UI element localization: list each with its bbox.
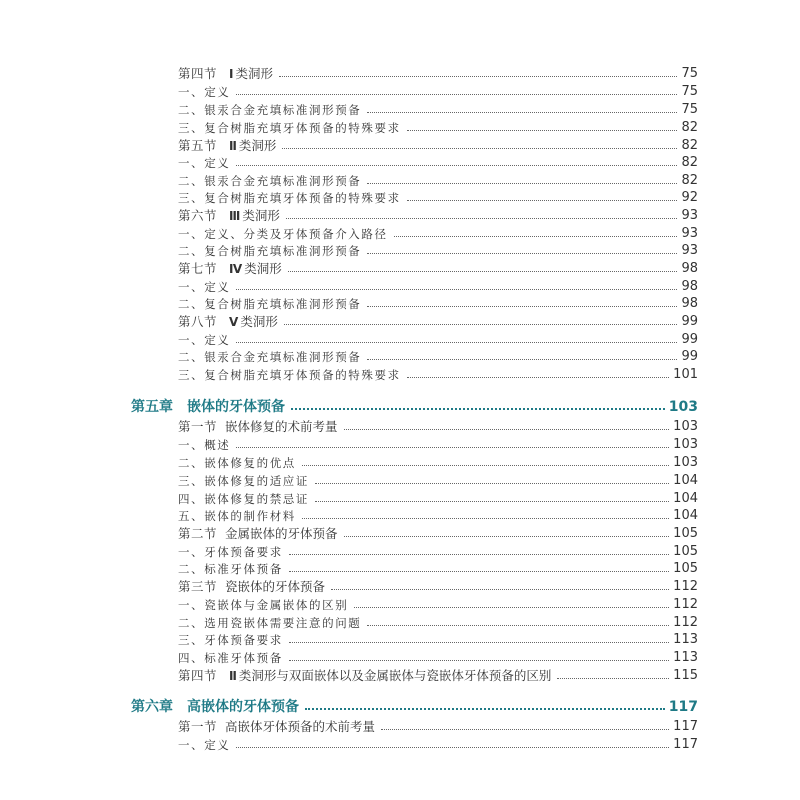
toc-item-entry[interactable]	[178, 598, 698, 611]
dot-leader	[367, 625, 669, 626]
entry-label	[178, 455, 296, 470]
toc-item-entry[interactable]	[178, 85, 698, 98]
item-title: 二、复合树脂充填标准洞形预备	[178, 296, 362, 311]
page-number: 104	[673, 508, 698, 523]
entry-label	[178, 525, 338, 541]
section-title: 类洞形	[238, 137, 277, 153]
section-number: 第一节	[178, 718, 218, 734]
entry-label	[178, 508, 296, 523]
item-title: 二、标准牙体预备	[178, 561, 283, 576]
item-title: 二、复合树脂充填标准洞形预备	[178, 243, 362, 258]
page-number: 75	[681, 102, 698, 117]
dot-leader	[315, 501, 669, 502]
chapter-number: 第五章	[131, 399, 173, 415]
dot-leader	[291, 408, 665, 410]
section-class-numeral: Ⅴ	[229, 314, 239, 329]
dot-leader	[279, 76, 677, 77]
toc-item-entry[interactable]	[178, 509, 698, 522]
section-number: 第二节	[178, 525, 218, 541]
dot-leader	[367, 112, 677, 113]
toc-item-entry[interactable]	[178, 103, 698, 116]
section-number: 第八节	[178, 313, 218, 329]
entry-label	[178, 544, 283, 559]
dot-leader	[236, 747, 669, 748]
dot-leader	[236, 165, 677, 166]
toc-section-entry[interactable]	[178, 527, 698, 540]
dot-leader	[236, 289, 677, 290]
item-title: 一、定义	[178, 279, 231, 294]
page-number: 93	[681, 226, 698, 241]
toc-item-entry[interactable]	[178, 156, 698, 169]
item-title: 一、定义	[178, 155, 231, 170]
dot-leader	[286, 218, 678, 219]
toc-item-entry[interactable]	[178, 368, 698, 381]
entry-label	[178, 207, 280, 223]
dot-leader	[367, 359, 677, 360]
toc-section-entry[interactable]	[178, 262, 698, 275]
section-title: 瓷嵌体的牙体预备	[225, 578, 326, 594]
dot-leader	[367, 183, 677, 184]
page-number: 103	[668, 399, 698, 415]
page-number: 93	[681, 208, 698, 223]
dot-leader	[367, 253, 677, 254]
toc-section-entry[interactable]	[178, 420, 698, 433]
toc-item-entry[interactable]	[178, 545, 698, 558]
toc-chapter-entry[interactable]	[131, 700, 698, 714]
toc-item-entry[interactable]	[178, 333, 698, 346]
entry-label	[178, 561, 283, 576]
toc-section-entry[interactable]	[178, 580, 698, 593]
page-number: 99	[681, 314, 698, 329]
dot-leader	[284, 324, 678, 325]
toc-item-entry[interactable]	[178, 633, 698, 646]
page-number: 117	[673, 737, 698, 752]
toc-chapter-entry[interactable]	[131, 400, 698, 414]
toc-section-entry[interactable]	[178, 720, 698, 733]
dot-leader	[407, 200, 678, 201]
page-number: 112	[673, 615, 698, 630]
entry-label	[178, 597, 349, 612]
entry-label	[178, 313, 278, 329]
page-number: 103	[673, 419, 698, 434]
page-number: 103	[673, 437, 698, 452]
page-number: 104	[673, 473, 698, 488]
section-title: 高嵌体牙体预备的术前考量	[225, 718, 376, 734]
toc-item-entry[interactable]	[178, 174, 698, 187]
page-number: 101	[673, 367, 698, 382]
toc-item-entry[interactable]	[178, 738, 698, 751]
item-title: 三、复合树脂充填牙体预备的特殊要求	[178, 367, 401, 382]
item-title: 二、银汞合金充填标准洞形预备	[178, 102, 362, 117]
item-title: 三、牙体预备要求	[178, 632, 283, 647]
item-title: 五、嵌体的制作材料	[178, 508, 296, 523]
entry-label	[178, 473, 309, 488]
toc-item-entry[interactable]	[178, 191, 698, 204]
page-number: 105	[673, 561, 698, 576]
dot-leader	[289, 642, 669, 643]
entry-label	[178, 718, 376, 734]
item-title: 一、牙体预备要求	[178, 544, 283, 559]
toc-item-entry[interactable]	[178, 350, 698, 363]
dot-leader	[331, 589, 669, 590]
entry-label	[178, 367, 401, 382]
page-number: 82	[681, 155, 698, 170]
section-number: 第一节	[178, 418, 218, 434]
item-title: 一、定义	[178, 332, 231, 347]
item-title: 一、概述	[178, 437, 231, 452]
dot-leader	[289, 554, 669, 555]
page-number: 112	[673, 597, 698, 612]
page-number: 82	[681, 138, 698, 153]
item-title: 三、嵌体修复的适应证	[178, 473, 309, 488]
entry-label	[178, 173, 362, 188]
entry-label	[178, 226, 388, 241]
item-title: 四、标准牙体预备	[178, 650, 283, 665]
toc-item-entry[interactable]	[178, 474, 698, 487]
section-class-numeral: Ⅲ	[229, 208, 241, 223]
section-number: 第六节	[178, 207, 218, 223]
entry-label	[178, 332, 231, 347]
section-number: 第五节	[178, 137, 218, 153]
page-number: 82	[681, 120, 698, 135]
dot-leader	[344, 536, 670, 537]
entry-label	[178, 279, 231, 294]
page-number: 105	[673, 544, 698, 559]
chapter-title: 高嵌体的牙体预备	[187, 699, 299, 715]
dot-leader	[344, 429, 670, 430]
page-number: 82	[681, 173, 698, 188]
section-number: 第四节	[178, 667, 218, 683]
dot-leader	[236, 342, 677, 343]
section-title: 类洞形	[242, 207, 280, 223]
item-title: 一、定义	[178, 84, 231, 99]
toc-item-entry[interactable]	[178, 227, 698, 240]
page-number: 103	[673, 455, 698, 470]
entry-label	[178, 578, 326, 594]
dot-leader	[354, 607, 669, 608]
section-title: 类洞形	[235, 65, 273, 81]
toc-item-entry[interactable]	[178, 562, 698, 575]
dot-leader	[407, 377, 669, 378]
entry-label	[131, 400, 285, 414]
page-number: 98	[681, 279, 698, 294]
toc-section-entry[interactable]	[178, 315, 698, 328]
dot-leader	[381, 729, 669, 730]
entry-label	[178, 102, 362, 117]
section-class-numeral: Ⅳ	[229, 261, 243, 276]
page-number: 98	[681, 261, 698, 276]
dot-leader	[236, 447, 669, 448]
page-number: 105	[673, 526, 698, 541]
entry-label	[178, 615, 362, 630]
section-number: 第七节	[178, 260, 218, 276]
item-title: 二、选用瓷嵌体需要注意的问题	[178, 615, 362, 630]
toc-item-entry[interactable]	[178, 280, 698, 293]
section-number: 第四节	[178, 65, 218, 81]
item-title: 一、定义、分类及牙体预备介入路径	[178, 226, 388, 241]
dot-leader	[315, 483, 669, 484]
entry-label	[178, 296, 362, 311]
item-title: 二、银汞合金充填标准洞形预备	[178, 173, 362, 188]
toc-item-entry[interactable]	[178, 121, 698, 134]
section-title: 嵌体修复的术前考量	[225, 418, 338, 434]
entry-label	[178, 120, 401, 135]
section-class-numeral: Ⅱ	[229, 138, 237, 153]
entry-label	[131, 700, 299, 714]
item-title: 三、复合树脂充填牙体预备的特殊要求	[178, 190, 401, 205]
dot-leader	[302, 465, 669, 466]
entry-label	[178, 491, 309, 506]
page-number: 99	[681, 332, 698, 347]
page-number: 75	[681, 66, 698, 81]
dot-leader	[236, 94, 677, 95]
page-number: 115	[673, 668, 698, 683]
page-number: 117	[668, 699, 698, 715]
toc-item-entry[interactable]	[178, 438, 698, 451]
page-number: 93	[681, 243, 698, 258]
entry-label	[178, 65, 273, 81]
item-title: 四、嵌体修复的禁忌证	[178, 491, 309, 506]
item-title: 二、银汞合金充填标准洞形预备	[178, 349, 362, 364]
dot-leader	[288, 271, 678, 272]
toc-item-entry[interactable]	[178, 456, 698, 469]
chapter-title: 嵌体的牙体预备	[187, 399, 285, 415]
dot-leader	[557, 678, 669, 679]
entry-label	[178, 437, 231, 452]
toc-section-entry[interactable]	[178, 139, 698, 152]
entry-label	[178, 667, 552, 683]
dot-leader	[302, 518, 669, 519]
dot-leader	[367, 306, 677, 307]
page-number: 113	[673, 632, 698, 647]
entry-label	[178, 243, 362, 258]
chapter-number: 第六章	[131, 699, 173, 715]
page-number: 99	[681, 349, 698, 364]
entry-label	[178, 737, 231, 752]
entry-label	[178, 137, 277, 153]
page-number: 112	[673, 579, 698, 594]
page-number: 98	[681, 296, 698, 311]
entry-label	[178, 650, 283, 665]
entry-label	[178, 632, 283, 647]
dot-leader	[407, 130, 678, 131]
item-title: 一、瓷嵌体与金属嵌体的区别	[178, 597, 349, 612]
dot-leader	[289, 571, 669, 572]
section-title: 金属嵌体的牙体预备	[225, 525, 338, 541]
section-title: 类洞形与双面嵌体以及金属嵌体与瓷嵌体牙体预备的区别	[238, 667, 552, 683]
toc-item-entry[interactable]	[178, 492, 698, 505]
toc-item-entry[interactable]	[178, 651, 698, 664]
dot-leader	[394, 236, 678, 237]
section-title: 类洞形	[244, 260, 282, 276]
page-number: 92	[681, 190, 698, 205]
toc-item-entry[interactable]	[178, 616, 698, 629]
dot-leader	[289, 660, 669, 661]
entry-label	[178, 260, 282, 276]
dot-leader	[282, 148, 677, 149]
toc-item-entry[interactable]	[178, 297, 698, 310]
item-title: 三、复合树脂充填牙体预备的特殊要求	[178, 120, 401, 135]
section-title: 类洞形	[240, 313, 278, 329]
section-class-numeral: Ⅰ	[229, 66, 234, 81]
item-title: 一、定义	[178, 737, 231, 752]
section-number: 第三节	[178, 578, 218, 594]
entry-label	[178, 349, 362, 364]
item-title: 二、嵌体修复的优点	[178, 455, 296, 470]
page-number: 104	[673, 491, 698, 506]
toc-section-entry[interactable]	[178, 209, 698, 222]
dot-leader	[305, 708, 665, 710]
entry-label	[178, 84, 231, 99]
page-number: 113	[673, 650, 698, 665]
toc-section-entry[interactable]	[178, 67, 698, 80]
entry-label	[178, 418, 338, 434]
entry-label	[178, 155, 231, 170]
toc-section-entry[interactable]	[178, 669, 698, 682]
page-number: 75	[681, 84, 698, 99]
page-number: 117	[673, 719, 698, 734]
toc-item-entry[interactable]	[178, 244, 698, 257]
entry-label	[178, 190, 401, 205]
section-class-numeral: Ⅱ	[229, 668, 237, 683]
